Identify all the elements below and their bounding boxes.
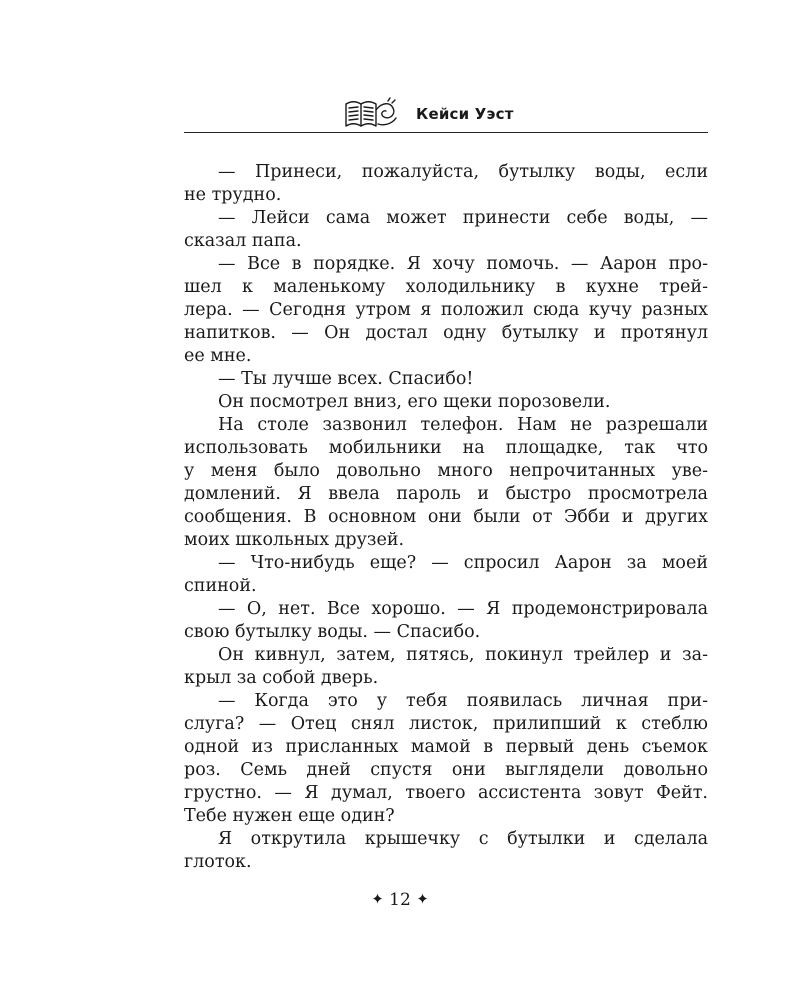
text-line: Он посмотрел вниз, его щеки порозовели. [218,392,611,412]
book-ornament-icon [342,96,400,130]
text-line: моих школьных друзей. [184,530,405,550]
author-name: Кейси Уэст [416,105,514,123]
text-line: слуга? — Отец снял листок, прилипший к стеблю [184,714,708,734]
text-line: — Принеси, пожалуйста, бутылку воды, если [218,162,708,182]
header-divider [184,132,708,133]
text-line: одной из присланных мамой в первый день съемок [184,737,708,757]
text-line: На столе зазвонил телефон. Нам не разрешали [218,415,708,435]
text-line: использовать мобильники на площадке, так что [184,438,708,458]
text-line: спиной. [184,576,257,596]
body-text [184,161,708,874]
text-line: Тебе нужен еще один? [184,806,395,826]
text-line: домлений. Я ввела пароль и быстро просмотрела [184,484,708,504]
text-line: роз. Семь дней спустя они выглядели довольно [184,760,708,780]
text-line: — О, нет. Все хорошо. — Я продемонстрировала [218,599,708,619]
text-line: — Все в порядке. Я хочу помочь. — Аарон про- [218,254,708,274]
text-line: напитков. — Он достал одну бутылку и протянул [184,323,708,343]
text-line: свою бутылку воды. — Спасибо. [184,622,481,642]
text-line: сказал папа. [184,231,302,251]
text-line: грустно. — Я думал, твоего ассистента зовут Фейт. [184,783,708,803]
text-line: — Лейси сама может принести себе воды, — [218,208,708,228]
text-line: — Когда это у тебя появилась личная при- [218,691,708,711]
text-line: крыл за собой дверь. [184,668,379,688]
text-line: — Что-нибудь еще? — спросил Аарон за моей [218,553,708,573]
text-line: не трудно. [184,185,282,205]
text-line: Он кивнул, затем, пятясь, покинул трейлер и за- [218,645,708,665]
text-line: лера. — Сегодня утром я положил сюда кучу разных [184,300,708,320]
four-point-star-icon: ✦ [371,890,384,908]
text-line: сообщения. В основном они были от Эбби и других [184,507,708,527]
running-header [184,88,708,134]
text-line: ее мне. [184,346,252,366]
text-line: Я открутила крышечку с бутылки и сделала [218,829,708,849]
text-line: глоток. [184,852,252,872]
page-footer [0,887,800,912]
text-line: у меня было довольно много непрочитанных уве- [184,461,708,481]
text-line: шел к маленькому холодильнику в кухне трей- [184,277,708,297]
text-line: — Ты лучше всех. Спасибо! [218,369,474,389]
page-number: 12 [389,890,411,910]
four-point-star-icon: ✦ [416,890,429,908]
